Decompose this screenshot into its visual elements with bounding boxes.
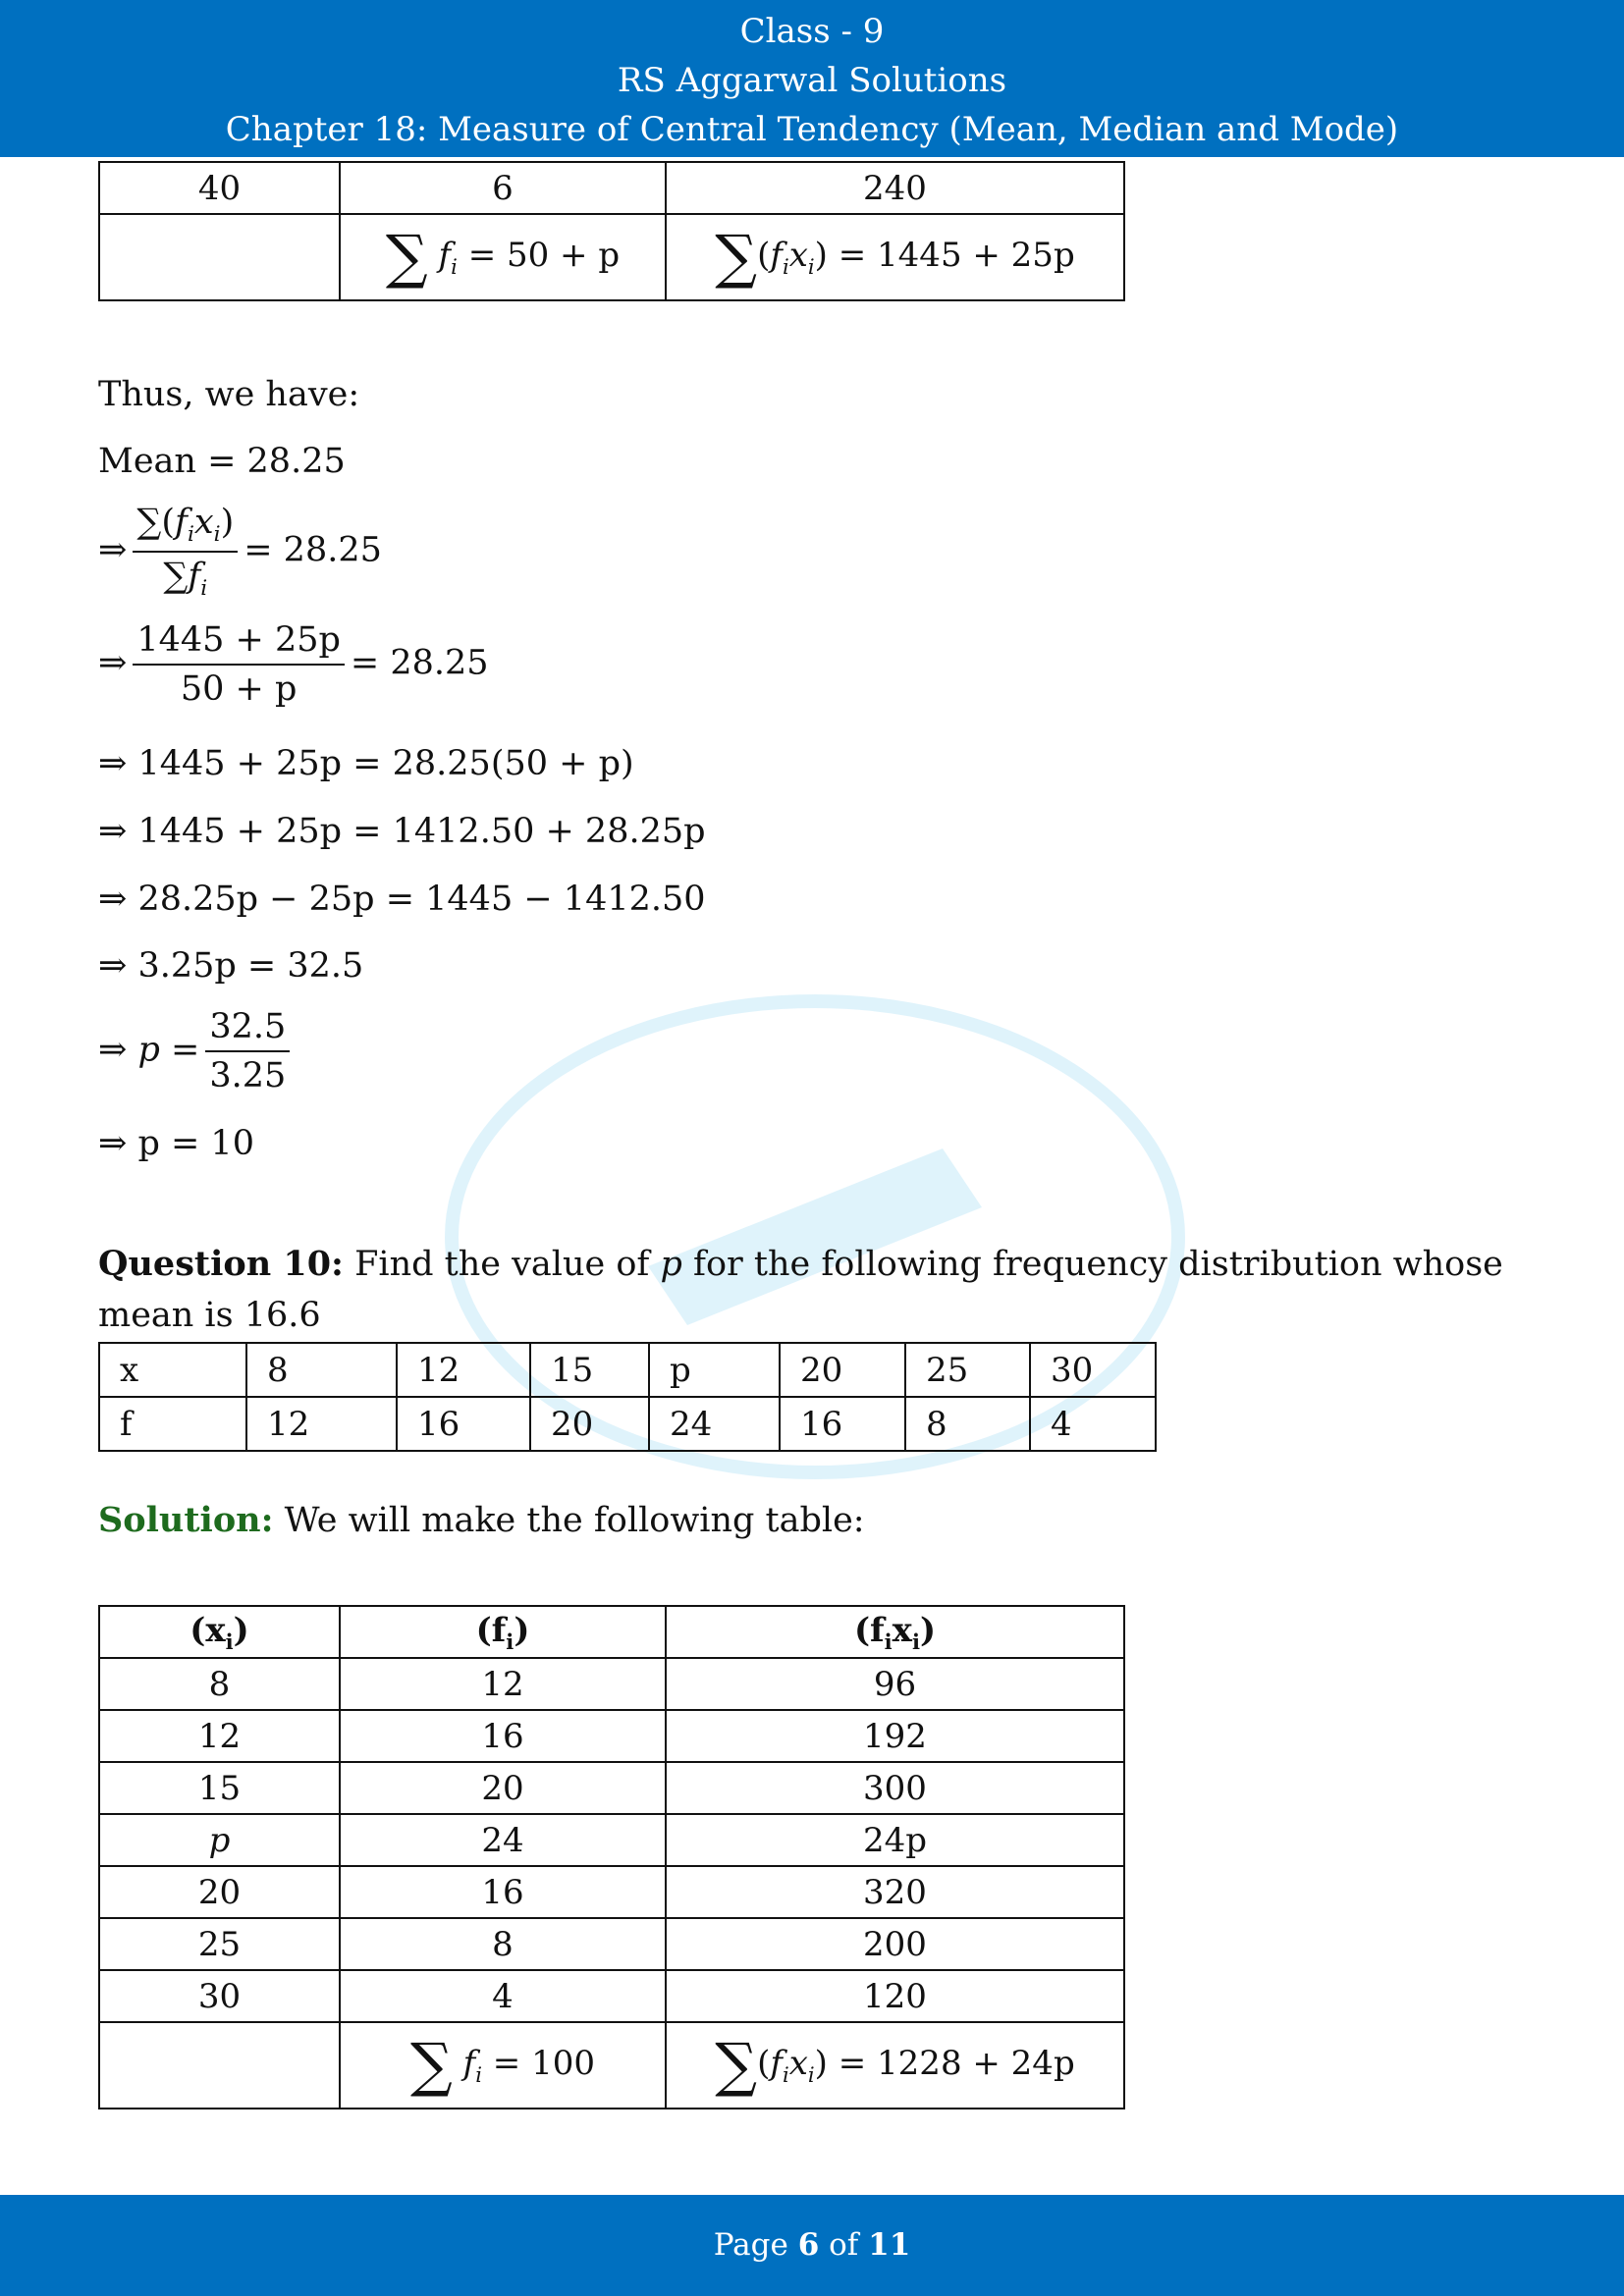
table-cell: 20 (530, 1397, 649, 1451)
column-header-fixi: $(f_ix_i)$ (666, 1606, 1124, 1658)
solution-table (98, 1605, 1125, 2109)
table-cell-empty (99, 214, 340, 300)
table-cell: 16 (340, 1866, 666, 1918)
work-step3: ⇒ 1445 + 25p = 28.25(50 + p) (98, 744, 634, 783)
table-row (99, 1866, 1124, 1918)
step2-denominator: 50 + p (180, 669, 298, 709)
table-row (99, 1918, 1124, 1970)
table-cell: 20 (99, 1866, 340, 1918)
work-step6: ⇒ 3.25p = 32.5 (98, 946, 364, 986)
table-cell: p (99, 1814, 340, 1866)
table-cell: 12 (99, 1710, 340, 1762)
header-chapter: Chapter 18: Measure of Central Tendency (Mean, Median and Mode) (225, 110, 1399, 149)
table-header-row (99, 1606, 1124, 1658)
solution-intro (98, 1500, 865, 1540)
table-cell: p (649, 1343, 780, 1397)
table-cell: 4 (340, 1970, 666, 2022)
table-cell: 4 (1030, 1397, 1156, 1451)
table-row (99, 162, 1124, 214)
table-cell: 240 (666, 162, 1124, 214)
table-cell: 200 (666, 1918, 1124, 1970)
table-cell: 8 (246, 1343, 397, 1397)
fraction (205, 1007, 290, 1095)
step7-numerator: 32.5 (205, 1007, 290, 1052)
work-step8: ⇒ p = 10 (98, 1124, 254, 1163)
fraction (133, 620, 345, 709)
continued-table (98, 161, 1125, 301)
table-cell: 192 (666, 1710, 1124, 1762)
question-variable: p (660, 1245, 682, 1284)
table-row (99, 1762, 1124, 1814)
table-cell: 12 (340, 1658, 666, 1710)
table-cell: 15 (530, 1343, 649, 1397)
table-cell: 12 (397, 1343, 530, 1397)
table-cell: x (99, 1343, 246, 1397)
page-label: Page (713, 2227, 788, 2263)
work-intro: Thus, we have: (98, 375, 360, 414)
table-cell: 12 (246, 1397, 397, 1451)
table-cell: 40 (99, 162, 340, 214)
header-class: Class - 9 (739, 12, 885, 51)
table-cell: 25 (905, 1343, 1030, 1397)
work-step2: ⇒ $\frac{1445 + 25p}{50 + p}$ = 28.25 (98, 620, 489, 709)
sum-fixi-cell: $\sum(f_ix_i) = 1228 + 24p$ (666, 2022, 1124, 2109)
table-cell: f (99, 1397, 246, 1451)
page-number: 6 (797, 2227, 820, 2263)
table-cell: 20 (780, 1343, 905, 1397)
question-text: for the following frequency distribution whose mean is 16.6 (98, 1245, 1503, 1335)
column-header-fi: $(f_i)$ (340, 1606, 666, 1658)
question-10 (98, 1239, 1532, 1341)
solution-text: We will make the following table: (273, 1501, 865, 1540)
question-label: Question 10: (98, 1244, 344, 1284)
solution-label: Solution: (98, 1500, 274, 1540)
table-row-f (99, 1397, 1156, 1451)
sum-fixi-cell: $\sum(f_ix_i) = 1445 + 25p$ (666, 214, 1124, 300)
question-text: Find the value of (343, 1245, 661, 1284)
work-step4: ⇒ 1445 + 25p = 1412.50 + 28.25p (98, 812, 706, 851)
frequency-table (98, 1342, 1157, 1452)
work-step5: ⇒ 28.25p − 25p = 1445 − 1412.50 (98, 880, 706, 919)
table-cell: 30 (1030, 1343, 1156, 1397)
table-cell: 16 (340, 1710, 666, 1762)
table-row (99, 1658, 1124, 1710)
table-sum-row (99, 2022, 1124, 2109)
table-cell: 96 (666, 1658, 1124, 1710)
table-row (99, 1970, 1124, 2022)
table-cell: 25 (99, 1918, 340, 1970)
header-book: RS Aggarwal Solutions (617, 61, 1007, 100)
sum-fi-cell: ∑ $f_i = 100$ (340, 2022, 666, 2109)
table-cell: 30 (99, 1970, 340, 2022)
table-cell: 300 (666, 1762, 1124, 1814)
sum-fi-value: = 100 (492, 2044, 595, 2083)
table-cell: 6 (340, 162, 666, 214)
step2-numerator: 1445 + 25p (133, 620, 345, 666)
table-cell-empty (99, 2022, 340, 2109)
table-cell: 320 (666, 1866, 1124, 1918)
table-cell: 24p (666, 1814, 1124, 1866)
table-cell: 15 (99, 1762, 340, 1814)
step7-denominator: 3.25 (209, 1056, 287, 1095)
table-sum-row (99, 214, 1124, 300)
table-cell: 8 (99, 1658, 340, 1710)
table-row (99, 1814, 1124, 1866)
page-total: 11 (868, 2227, 911, 2263)
step2-rhs: = 28.25 (350, 643, 489, 683)
table-cell: 24 (649, 1397, 780, 1451)
work-step7: ⇒ p = $\frac{32.5}{3.25}$ (98, 1007, 296, 1095)
sum-fi-value: = 50 + p (467, 236, 621, 275)
fraction: $\frac{\sum(f_ix_i)}{\sum f_i}$ (133, 503, 238, 601)
table-cell: 8 (340, 1918, 666, 1970)
table-cell: 16 (397, 1397, 530, 1451)
table-row (99, 1710, 1124, 1762)
page-footer (0, 2195, 1624, 2296)
table-cell: 20 (340, 1762, 666, 1814)
table-cell: 24 (340, 1814, 666, 1866)
work-step1: ⇒ $\frac{\sum(f_ix_i)}{\sum f_i}$ = 28.25 (98, 503, 382, 601)
work-mean: Mean = 28.25 (98, 442, 346, 481)
table-cell: 8 (905, 1397, 1030, 1451)
page-header (0, 0, 1624, 157)
table-cell: 120 (666, 1970, 1124, 2022)
table-row-x (99, 1343, 1156, 1397)
column-header-xi: $(x_i)$ (99, 1606, 340, 1658)
page-of: of (829, 2227, 859, 2263)
sum-fi-cell: ∑ $f_i = 50 + p$ (340, 214, 666, 300)
step1-rhs: = 28.25 (244, 530, 382, 570)
sum-fixi-value: = 1445 + 25p (838, 236, 1075, 275)
sum-fixi-value: = 1228 + 24p (838, 2044, 1075, 2083)
table-cell: 16 (780, 1397, 905, 1451)
